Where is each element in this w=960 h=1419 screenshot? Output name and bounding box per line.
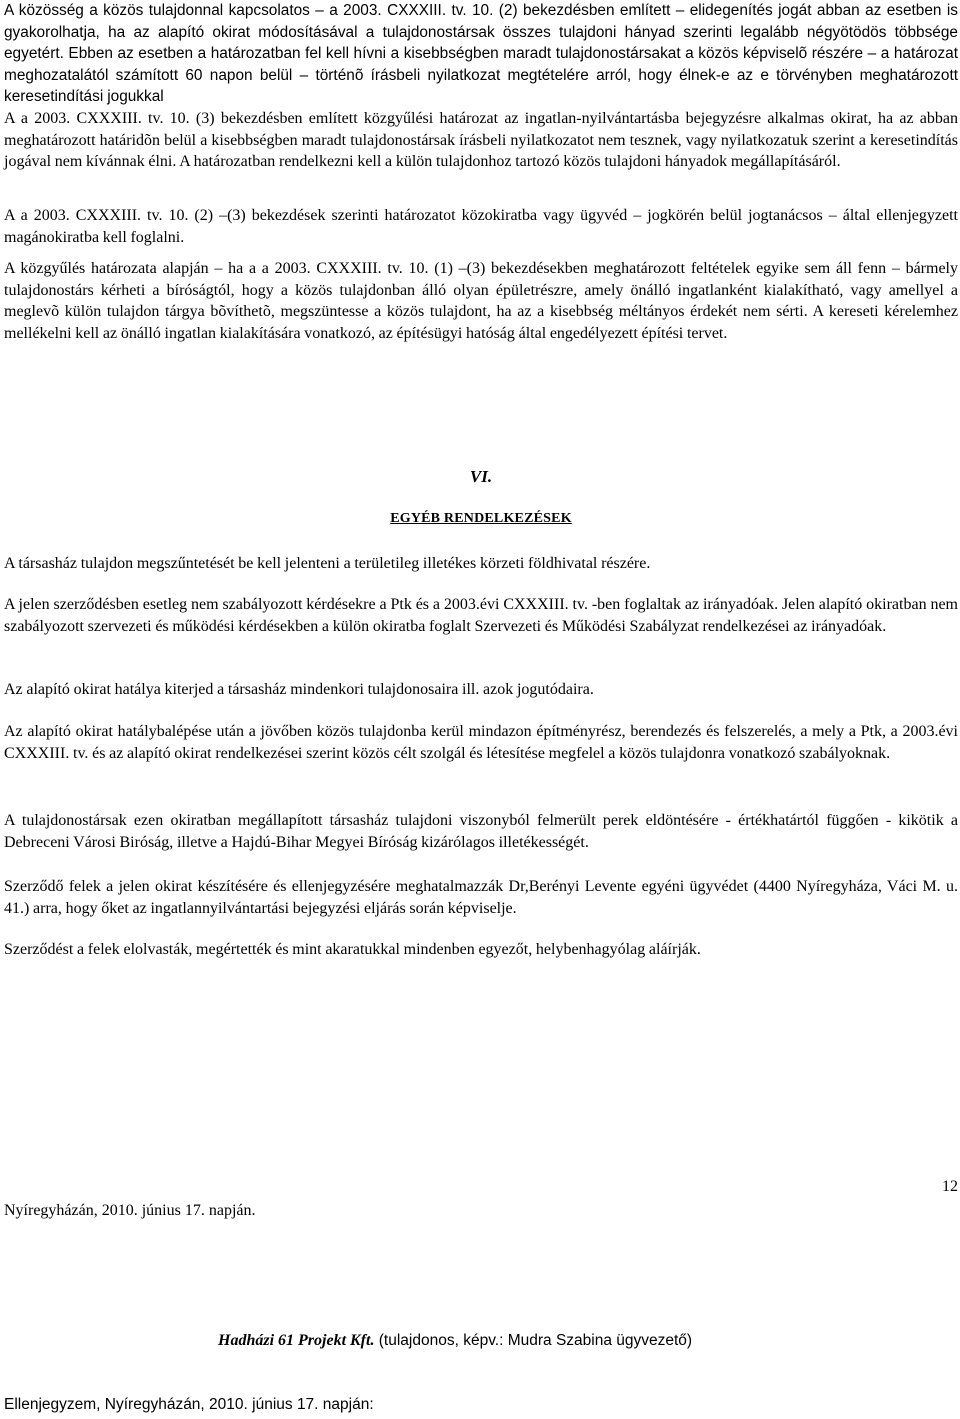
countersign-line: Ellenjegyzem, Nyíregyházán, 2010. június 17. napján: [4,1396,374,1413]
paragraph-attorney-authorization: Szerződő felek a jelen okirat készítésére és ellenjegyzésére meghatalmazzák Dr,Berényi Levente egyéni ügyvédet (4400 Nyíregyháza, Váci M. u. 41.) arra, hogy őket az ingatlannyilvántartási bejegyzési eljárás során képviselje. [4,878,958,917]
paragraph-scope: Az alapító okirat hatálya kiterjed a társasház mindenkori tulajdonosaira ill. azok jogutódaira. [4,681,594,698]
paragraph-court-request: A közgyűlés határozata alapján – ha a a 2003. CXXXIII. tv. 10. (1) –(3) bekezdésekben meghatározott feltételek egyike sem áll fenn – bármely tulajdonostárs kérheti a bíróságtól, hogy a közös tulajdonban álló olyan épületrészre, amely önálló ingatlanként kialakítható, vagy amellyel a meglevõ külön tulajdon tárgya bõvíthetõ, megszüntesse a közös tulajdont, ha az a kisebbség méltányos érdekét nem sérti. A kereseti kérelemhez mellékelni kell az önálló ingatlan kialakítására vonatkozó, az építésügyi hatóság által engedélyezett építési tervet. [4,260,958,342]
paragraph-governing-law: A jelen szerződésben esetleg nem szabályozott kérdésekre a Ptk és a 2003.évi CXXXIII. tv. -ben foglaltak az irányadóak. Jelen alapító okiratban nem szabályozott szervezeti és működési kérdésekben a külön okiratba foglalt Szervezeti és Működési Szabályzat rendelkezései az irányadóak. [4,596,958,635]
paragraph-common-property: Az alapító okirat hatálybalépése után a jövőben közös tulajdonba kerül mindazon építményrész, berendezés és felszerelés, a mely a Ptk, a 2003.évi CXXXIII. tv. és az alapító okirat rendelkezései szerint közös célt szolgál és létesítése megfelel a közös tulajdonra vonatkozó szabályoknak. [4,723,958,762]
page-number: 12 [942,1178,958,1195]
paragraph-general-meeting-decision: A a 2003. CXXXIII. tv. 10. (3) bekezdésben említett közgyűlési határozat az ingatlan-nyilvántartásba bejegyzésre alkalmas okirat, ha az abban meghatározott határidõn belül a kisebbségben maradt tulajdonostársak írásbeli nyilatkozatot nem tesznek, vagy nyilatkozatuk szerint a keresetindítás jogával nem kívánnak élni. A határozatban rendelkezni kell a külön tulajdonhoz tartozó közös tulajdoni hányadok megállapításáról. [4,110,958,170]
paragraph-jurisdiction: A tulajdonostársak ezen okiratban megállapított társasház tulajdoni viszonyból felmerült perek eldöntésére - értékhatártól függően - kikötik a Debreceni Városi Biróság, illetve a Hajdú-Bihar Megyei Bíróság kizárólagos illetékességét. [4,812,958,851]
signature-line [218,1332,692,1350]
paragraph-alienation-right: A közösség a közös tulajdonnal kapcsolatos – a 2003. CXXXIII. tv. 10. (2) bekezdésben említett – elidegenítés jogát abban az esetben is gyakorolhatja, ha az alapító okirat módosításával a tulajdonostársak összes tulajdoni hányad szerinti legalább négyötödös többsége egyetért. Ebben az esetben a határozatban fel kell hívni a kisebbségben maradt tulajdonostársakat a közös képviselõ részére – a határozat meghozatalától számított 60 napon belül – történõ írásbeli nyilatkozat megtételére arról, hogy élnek-e az e törvényben meghatározott keresetindítási jogukkal [4,2,958,105]
section-number: VI. [469,467,493,486]
paragraph-signing: Szerződést a felek elolvasták, megértették és mint akaratukkal mindenben egyezőt, helybenhagyólag aláírják. [4,941,701,958]
paragraph-public-document: A a 2003. CXXXIII. tv. 10. (2) –(3) bekezdések szerinti határozatot közokiratba vagy ügyvéd – jogkörén belül jogtanácsos – által ellenjegyzett magánokiratba kell foglalni. [4,207,958,246]
paragraph-termination-notice: A társasház tulajdon megszűntetését be kell jelenteni a területileg illetékes körzeti földhivatal részére. [4,555,651,572]
signatory-company: Hadházi 61 Projekt Kft. [218,1332,375,1349]
place-date: Nyíregyházán, 2010. június 17. napján. [4,1202,256,1219]
section-title: EGYÉB RENDELKEZÉSEK [390,511,572,526]
signatory-details: (tulajdonos, képv.: Mudra Szabina ügyvezető) [374,1332,693,1349]
